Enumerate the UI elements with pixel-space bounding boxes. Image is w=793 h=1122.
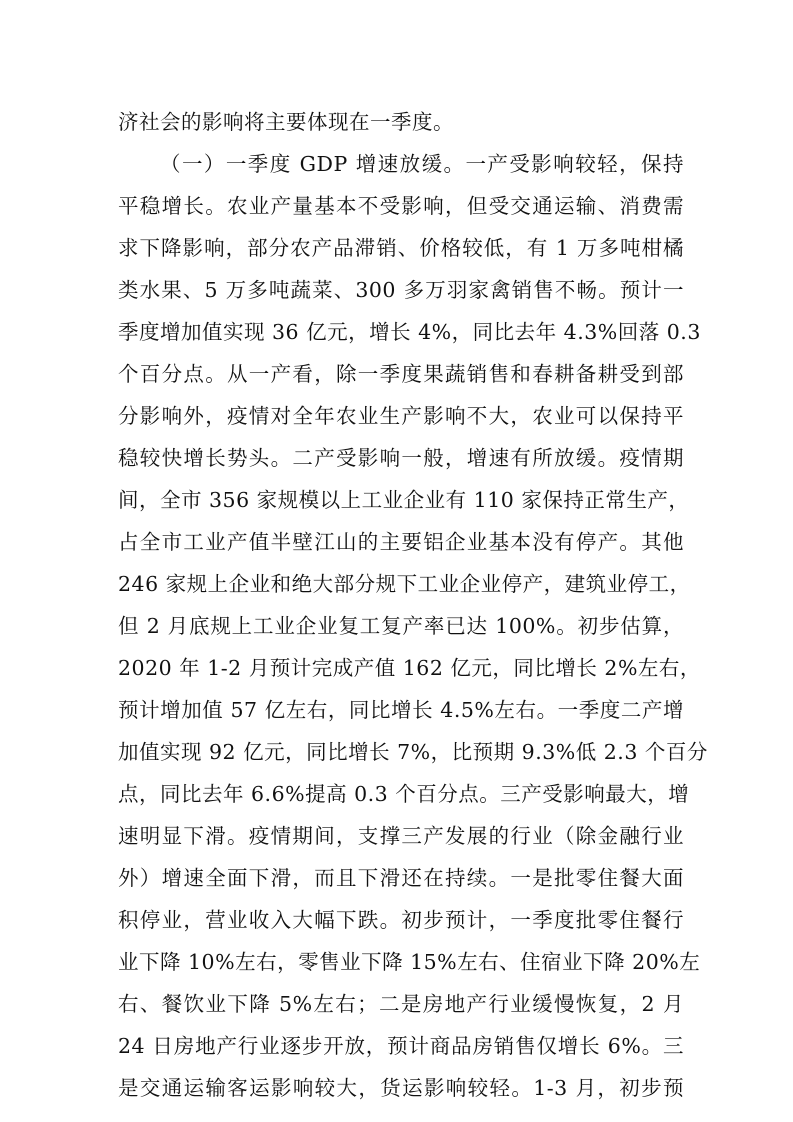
paragraph-line: 稳较快增长势头。二产受影响一般，增速有所放缓。疫情期 [118,446,684,470]
paragraph-line: 平稳增长。农业产量基本不受影响，但受交通运输、消费需 [118,194,684,218]
paragraph-line: 业下降 10%左右，零售业下降 15%左右、住宿业下降 20%左 [118,950,701,974]
paragraph-line: 预计增加值 57 亿左右，同比增长 4.5%左右。一季度二产增 [118,698,684,722]
paragraph-line: 24 日房地产行业逐步开放，预计商品房销售仅增长 6%。三 [118,1034,684,1058]
paragraph-line: 间，全市 356 家规模以上工业企业有 110 家保持正常生产， [118,488,690,512]
paragraph-line: 个百分点。从一产看，除一季度果蔬销售和春耕备耕受到部 [118,362,684,386]
paragraph-line: 加值实现 92 亿元，同比增长 7%，比预期 9.3%低 2.3 个百分 [118,740,708,764]
paragraph-line: 右、餐饮业下降 5%左右；二是房地产行业缓慢恢复，2 月 [118,992,684,1016]
paragraph-line: 占全市工业产值半壁江山的主要铝企业基本没有停产。其他 [118,530,684,554]
paragraph-line: 积停业，营业收入大幅下跌。初步预计，一季度批零住餐行 [118,908,684,932]
paragraph-line: 是交通运输客运影响较大，货运影响较轻。1-3 月，初步预 [118,1076,684,1100]
paragraph-line: 求下降影响，部分农产品滞销、价格较低，有 1 万多吨柑橘 [118,236,684,260]
paragraph-line: 分影响外，疫情对全年农业生产影响不大，农业可以保持平 [118,404,684,428]
paragraph-line: 外）增速全面下滑，而且下滑还在持续。一是批零住餐大面 [118,866,684,890]
paragraph-line: 但 2 月底规上工业企业复工复产率已达 100%。初步估算， [118,614,684,638]
paragraph-line: 点，同比去年 6.6%提高 0.3 个百分点。三产受影响最大，增 [118,782,690,806]
paragraph-line: 2020 年 1-2 月预计完成产值 162 亿元，同比增长 2%左右， [118,656,701,680]
section-heading-line: （一）一季度 GDP 增速放缓。一产受影响较轻，保持 [160,152,684,176]
paragraph-line: 速明显下滑。疫情期间，支撑三产发展的行业（除金融行业 [118,824,684,848]
paragraph-line: 类水果、5 万多吨蔬菜、300 多万羽家禽销售不畅。预计一 [118,278,684,302]
paragraph-line: 246 家规上企业和绝大部分规下工业企业停产，建筑业停工， [118,572,691,596]
paragraph-line: 季度增加值实现 36 亿元，增长 4%，同比去年 4.3%回落 0.3 [118,320,701,344]
paragraph-line: 济社会的影响将主要体现在一季度。 [118,110,454,134]
